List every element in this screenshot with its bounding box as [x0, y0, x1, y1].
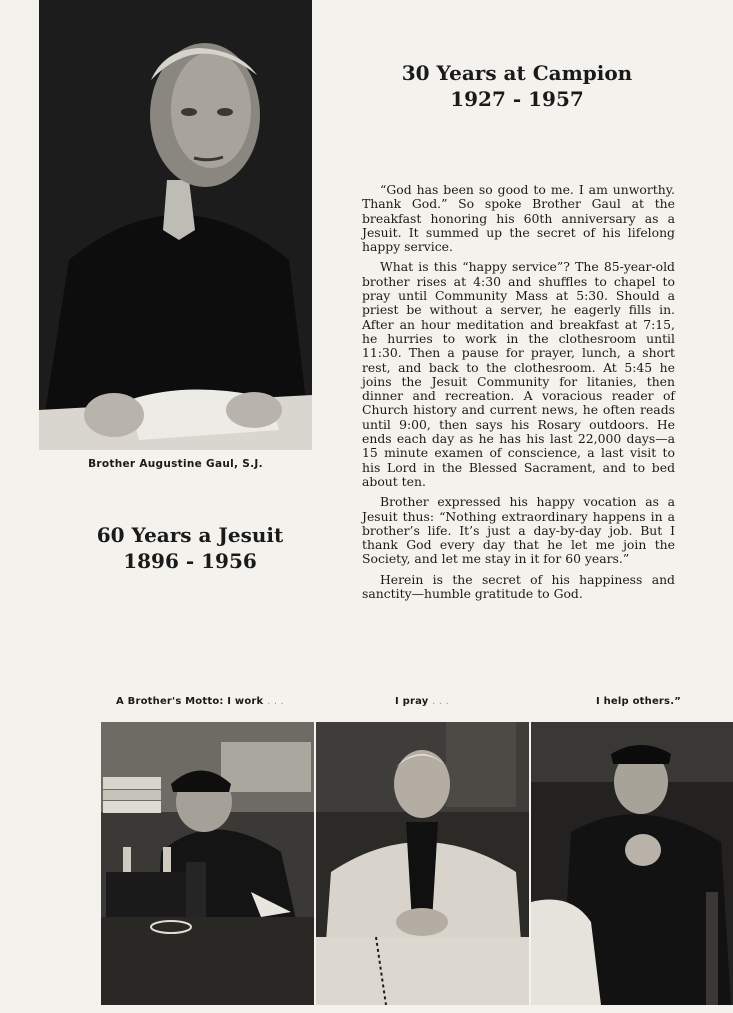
headline-jesuit-years: 1896 - 1956	[123, 549, 257, 573]
portrait-caption: Brother Augustine Gaul, S.J.	[88, 458, 263, 470]
article-paragraph: What is this “happy service”? The 85-year-old brother rises at 4:30 and shuffles to chapel to pray until Community Mass at 5:30. Should a priest be without a server, he eagerly fills in. After an hour meditation and breakfast at 7:15, he hurries to work in the clothesroom until 11:30. Then a pause for prayer, lunch, a short rest, and back to the clothesroom. At 5:45 he joins the Jesuit Community for litanies, then dinner and recreation. A voracious reader of Church history and current news, he often reads until 9:00, then says his Rosary outdoors. He ends each day as he has his last 22,000 days—a 15 minute examen of conscience, a last visit to his Lord in the Blessed Sacrament, and to bed about ten.	[362, 259, 675, 489]
headline-jesuit-title: 60 Years a Jesuit	[96, 523, 284, 547]
photo-help-graphic	[531, 722, 733, 1005]
motto-work-text: A Brother's Motto: I work	[116, 696, 264, 707]
motto-pray-dots: . . .	[432, 696, 450, 707]
photo-work-sewing	[101, 722, 314, 1005]
article-paragraph: “God has been so good to me. I am unworthy. Thank God.” So spoke Brother Gaul at the breakfast honoring his 60th anniversary as a Jesuit. It summed up the secret of his lifelong happy service.	[362, 182, 675, 255]
motto-help-label	[596, 696, 681, 707]
portrait-photo	[39, 0, 312, 450]
photo-pray-graphic	[316, 722, 529, 1005]
headline-campion-years: 1927 - 1957	[450, 87, 584, 111]
motto-help-text: I help others.”	[596, 696, 681, 707]
headline-campion	[362, 60, 672, 112]
photo-pray-altar	[316, 722, 529, 1005]
article-body	[362, 183, 675, 607]
motto-work-label	[116, 696, 284, 707]
motto-pray-text: I pray	[395, 696, 429, 707]
photo-help-seated	[531, 722, 733, 1005]
portrait-photo-graphic	[39, 0, 312, 450]
article-paragraph: Herein is the secret of his happiness and sanctity—humble gratitude to God.	[362, 571, 675, 602]
article-paragraph: Brother expressed his happy vocation as a Jesuit thus: “Nothing extraordinary happens in a brother’s life. It’s just a day-by-day job. But I thank God every day that he let me join the Society, and let me stay in it for 60 years.”	[362, 494, 675, 567]
photo-work-graphic	[101, 722, 314, 1005]
headline-jesuit	[50, 522, 330, 574]
motto-pray-label	[395, 696, 449, 707]
motto-work-dots: . . .	[267, 696, 284, 707]
headline-campion-title: 30 Years at Campion	[401, 61, 633, 85]
